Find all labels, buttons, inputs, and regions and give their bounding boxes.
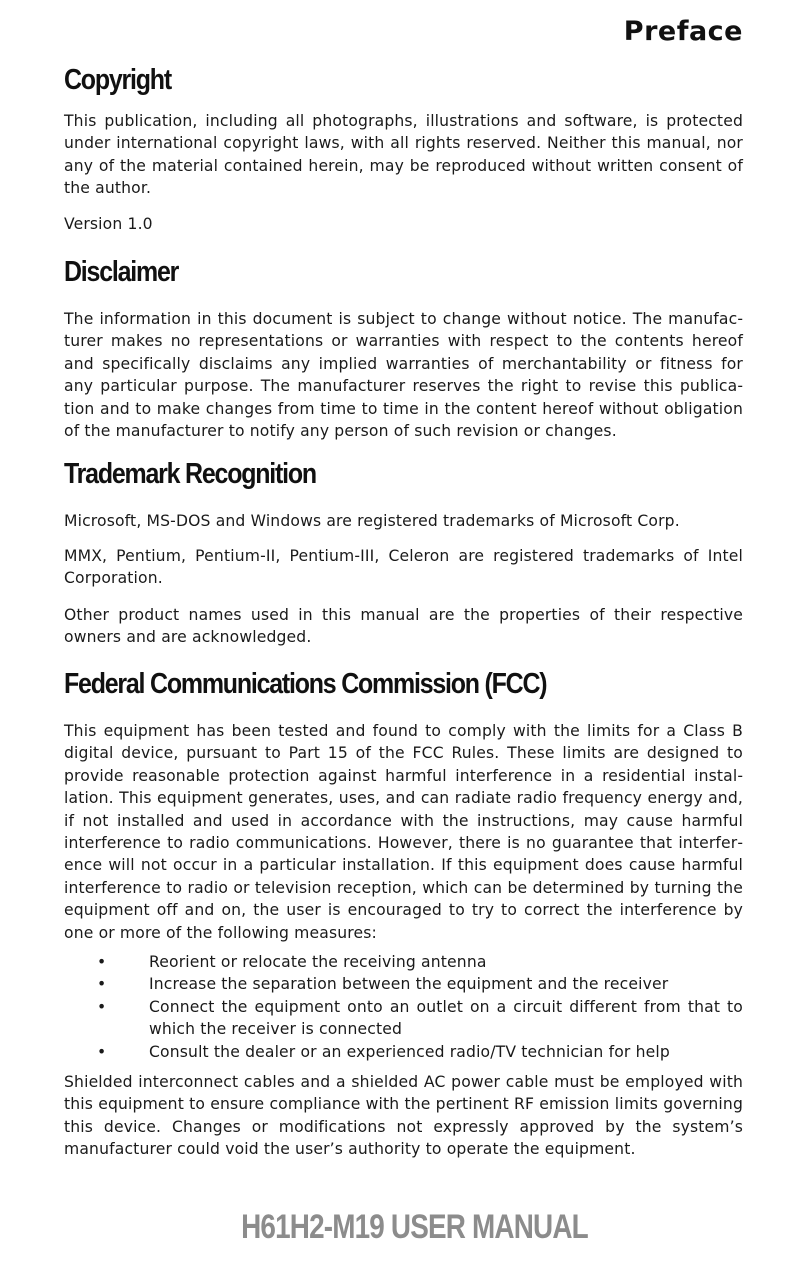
trademark-paragraph-others: Other product names used in this manual are the properties of their respective owners and are acknowledged.: [64, 606, 743, 647]
fcc-measures-list: [64, 951, 743, 1063]
trademark-paragraph-intel: MMX, Pentium, Pentium-II, Pentium-III, Celeron are registered trademarks of Intel Corporation.: [64, 547, 743, 588]
fcc-shielding-paragraph: Shielded interconnect cables and a shielded AC power cable must be employed with this equipment to ensure compliance with the pertinent RF emission limits governing this device. Changes or modifications not expressly approved by the system’s manufacturer could void the user’s authority to operate the equipment.: [64, 1073, 743, 1159]
list-item: • Consult the dealer or an experienced radio/TV technician for help: [64, 1041, 743, 1063]
list-item: • Increase the separation between the equipment and the receiver: [64, 973, 743, 995]
bullet-icon: •: [97, 975, 107, 994]
list-item: • Connect the equipment onto an outlet on a circuit different from that to which the receiver is connected: [97, 997, 743, 1039]
bullet-icon: •: [97, 997, 107, 1016]
bullet-icon: •: [97, 1042, 107, 1061]
list-item: • Reorient or relocate the receiving antenna: [64, 951, 743, 973]
fcc-paragraph: This equipment has been tested and found to comply with the limits for a Class B digital device, pursuant to Part 15 of the FCC Rules. These limits are designed to provide reasonable protection against harmful interference in a residential installation. This equipment generates, uses, and can radiate radio frequency energy and, if not installed and used in accordance with the instructions, may cause harmful interference to radio communications. However, there is no guarantee that interference will not occur in a particular installation. If this equipment does cause harmful interference to radio or television reception, which can be determined by turning the equipment off and on, the user is encouraged to try to correct the interference by one or more of the following measures:: [64, 722, 743, 942]
version-text: Version 1.0: [64, 215, 153, 233]
bullet-icon: •: [97, 953, 107, 971]
running-head: Preface: [623, 16, 743, 47]
fcc-heading: Federal Communications Commission (FCC): [64, 668, 547, 700]
copyright-paragraph: This publication, including all photographs, illustrations and software, is protected under international copyright laws, with all rights reserved. Neither this manual, nor any of the material contained herein, may be reproduced without written consent of the author.: [64, 112, 743, 198]
copyright-heading: Copyright: [64, 64, 171, 96]
trademark-paragraph-microsoft: Microsoft, MS-DOS and Windows are registered trademarks of Microsoft Corp.: [64, 512, 680, 530]
page-footer: [0, 1208, 808, 1247]
footer-title: H61H2-M19 USER MANUAL: [240, 1208, 588, 1246]
trademark-heading: Trademark Recognition: [64, 458, 316, 490]
disclaimer-heading: Disclaimer: [64, 256, 179, 288]
disclaimer-paragraph: The information in this document is subject to change without notice. The manufacturer makes no representations or warranties with respect to the contents hereof and specifically disclaims any implied warranties of merchantability or fitness for any particular purpose. The manufacturer reserves the right to revise this publication and to make changes from time to time in the content hereof without obligation of the manufacturer to notify any person of such revision or changes.: [64, 310, 743, 441]
